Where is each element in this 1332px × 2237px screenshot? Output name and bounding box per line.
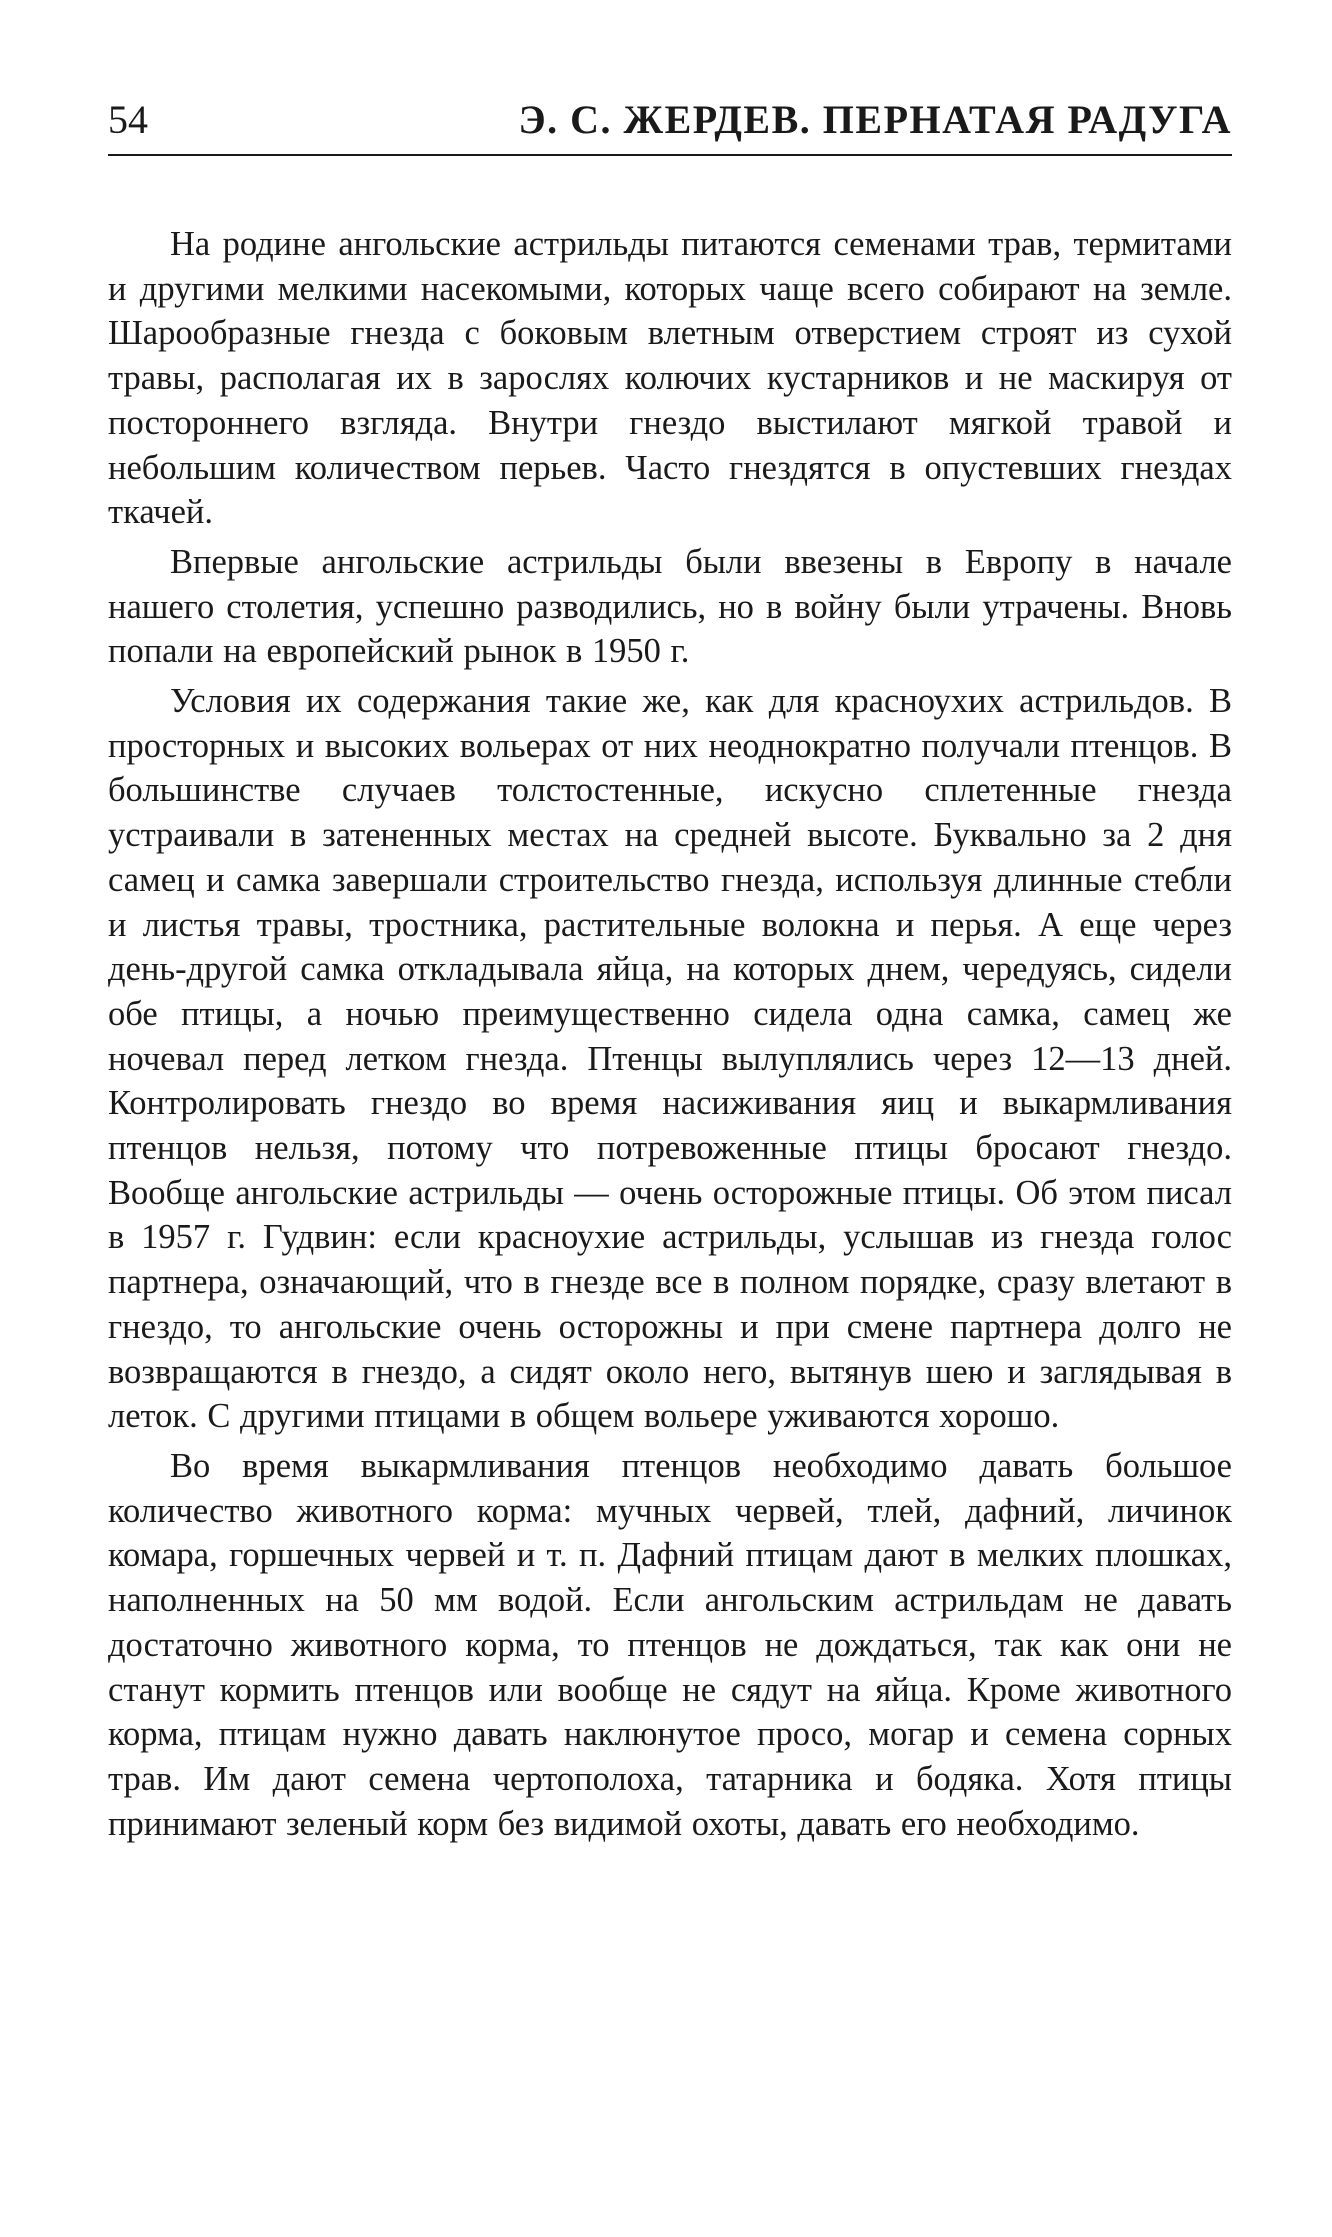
paragraph-import-history: Впервые ангольские астрильды были ввезены в Европу в начале нашего столетия, успешно разводились, но в войну были утрачены. Вновь попали на европейский рынок в 1950 г. xyxy=(108,542,1232,671)
page-number: 54 xyxy=(108,97,148,142)
paragraph-diet-nesting: На родине ангольские астрильды питаются семенами трав, термитами и другими мелкими насекомыми, которых чаще всего собирают на земле. Шарообразные гнезда с боковым влетным отверстием строят из сухой травы, располагая их в зарослях колючих кустарников и не маскируя от постороннего взгляда. Внутри гнездо выстилают мягкой травой и небольшим количеством перьев. Часто гнездятся в опустевших гнездах ткачей. xyxy=(108,225,1232,532)
page-header xyxy=(108,92,1232,156)
running-title: Э. С. ЖЕРДЕВ. ПЕРНАТАЯ РАДУГА xyxy=(518,97,1232,142)
paragraph-keeping-breeding: Условия их содержания такие же, как для красноухих астрильдов. В просторных и высоких вольерах от них неоднократно получали птенцов. В большинстве случаев толстостенные, искусно сплетенные гнезда устраивали в затененных местах на средней высоте. Буквально за 2 дня самец и самка завершали строительство гнезда, используя длинные стебли и листья травы, тростника, растительные волокна и перья. А еще через день-другой самка откладывала яйца, на которых днем, чередуясь, сидели обе птицы, а ночью преимущественно сидела одна самка, самец же ночевал перед летком гнезда. Птенцы вылуплялись через 12—13 дней. Контролировать гнездо во время насиживания яиц и выкармливания птенцов нельзя, потому что потревоженные птицы бросают гнездо. Вообще ангольские астрильды — очень осторожные птицы. Об этом писал в 1957 г. Гудвин: если красноухие астрильды, услышав из гнезда голос партнера, означающий, что в гнезде все в полном порядке, сразу влетают в гнездо, то ангольские очень осторожны и при смене партнера долго не возвращаются в гнездо, а сидят около него, вытянув шею и заглядывая в леток. С другими птицами в общем вольере уживаются хорошо. xyxy=(108,682,1232,1436)
paragraph-feeding-chicks: Во время выкармливания птенцов необходимо давать большое количество животного корма: мучных червей, тлей, дафний, личинок комара, горшечных червей и т. п. Дафний птицам дают в мелких плошках, наполненных на 50 мм водой. Если ангольским астрильдам не давать достаточно животного корма, то птенцов не дождаться, так как они не станут кормить птенцов или вообще не сядут на яйца. Кроме животного корма, птицам нужно давать наклюнутое просо, могар и семена сорных трав. Им дают семена чертополоха, татарника и бодяка. Хотя птицы принимают зеленый корм без видимой охоты, давать его необходимо. xyxy=(108,1446,1232,1843)
body-text xyxy=(108,222,1232,1851)
